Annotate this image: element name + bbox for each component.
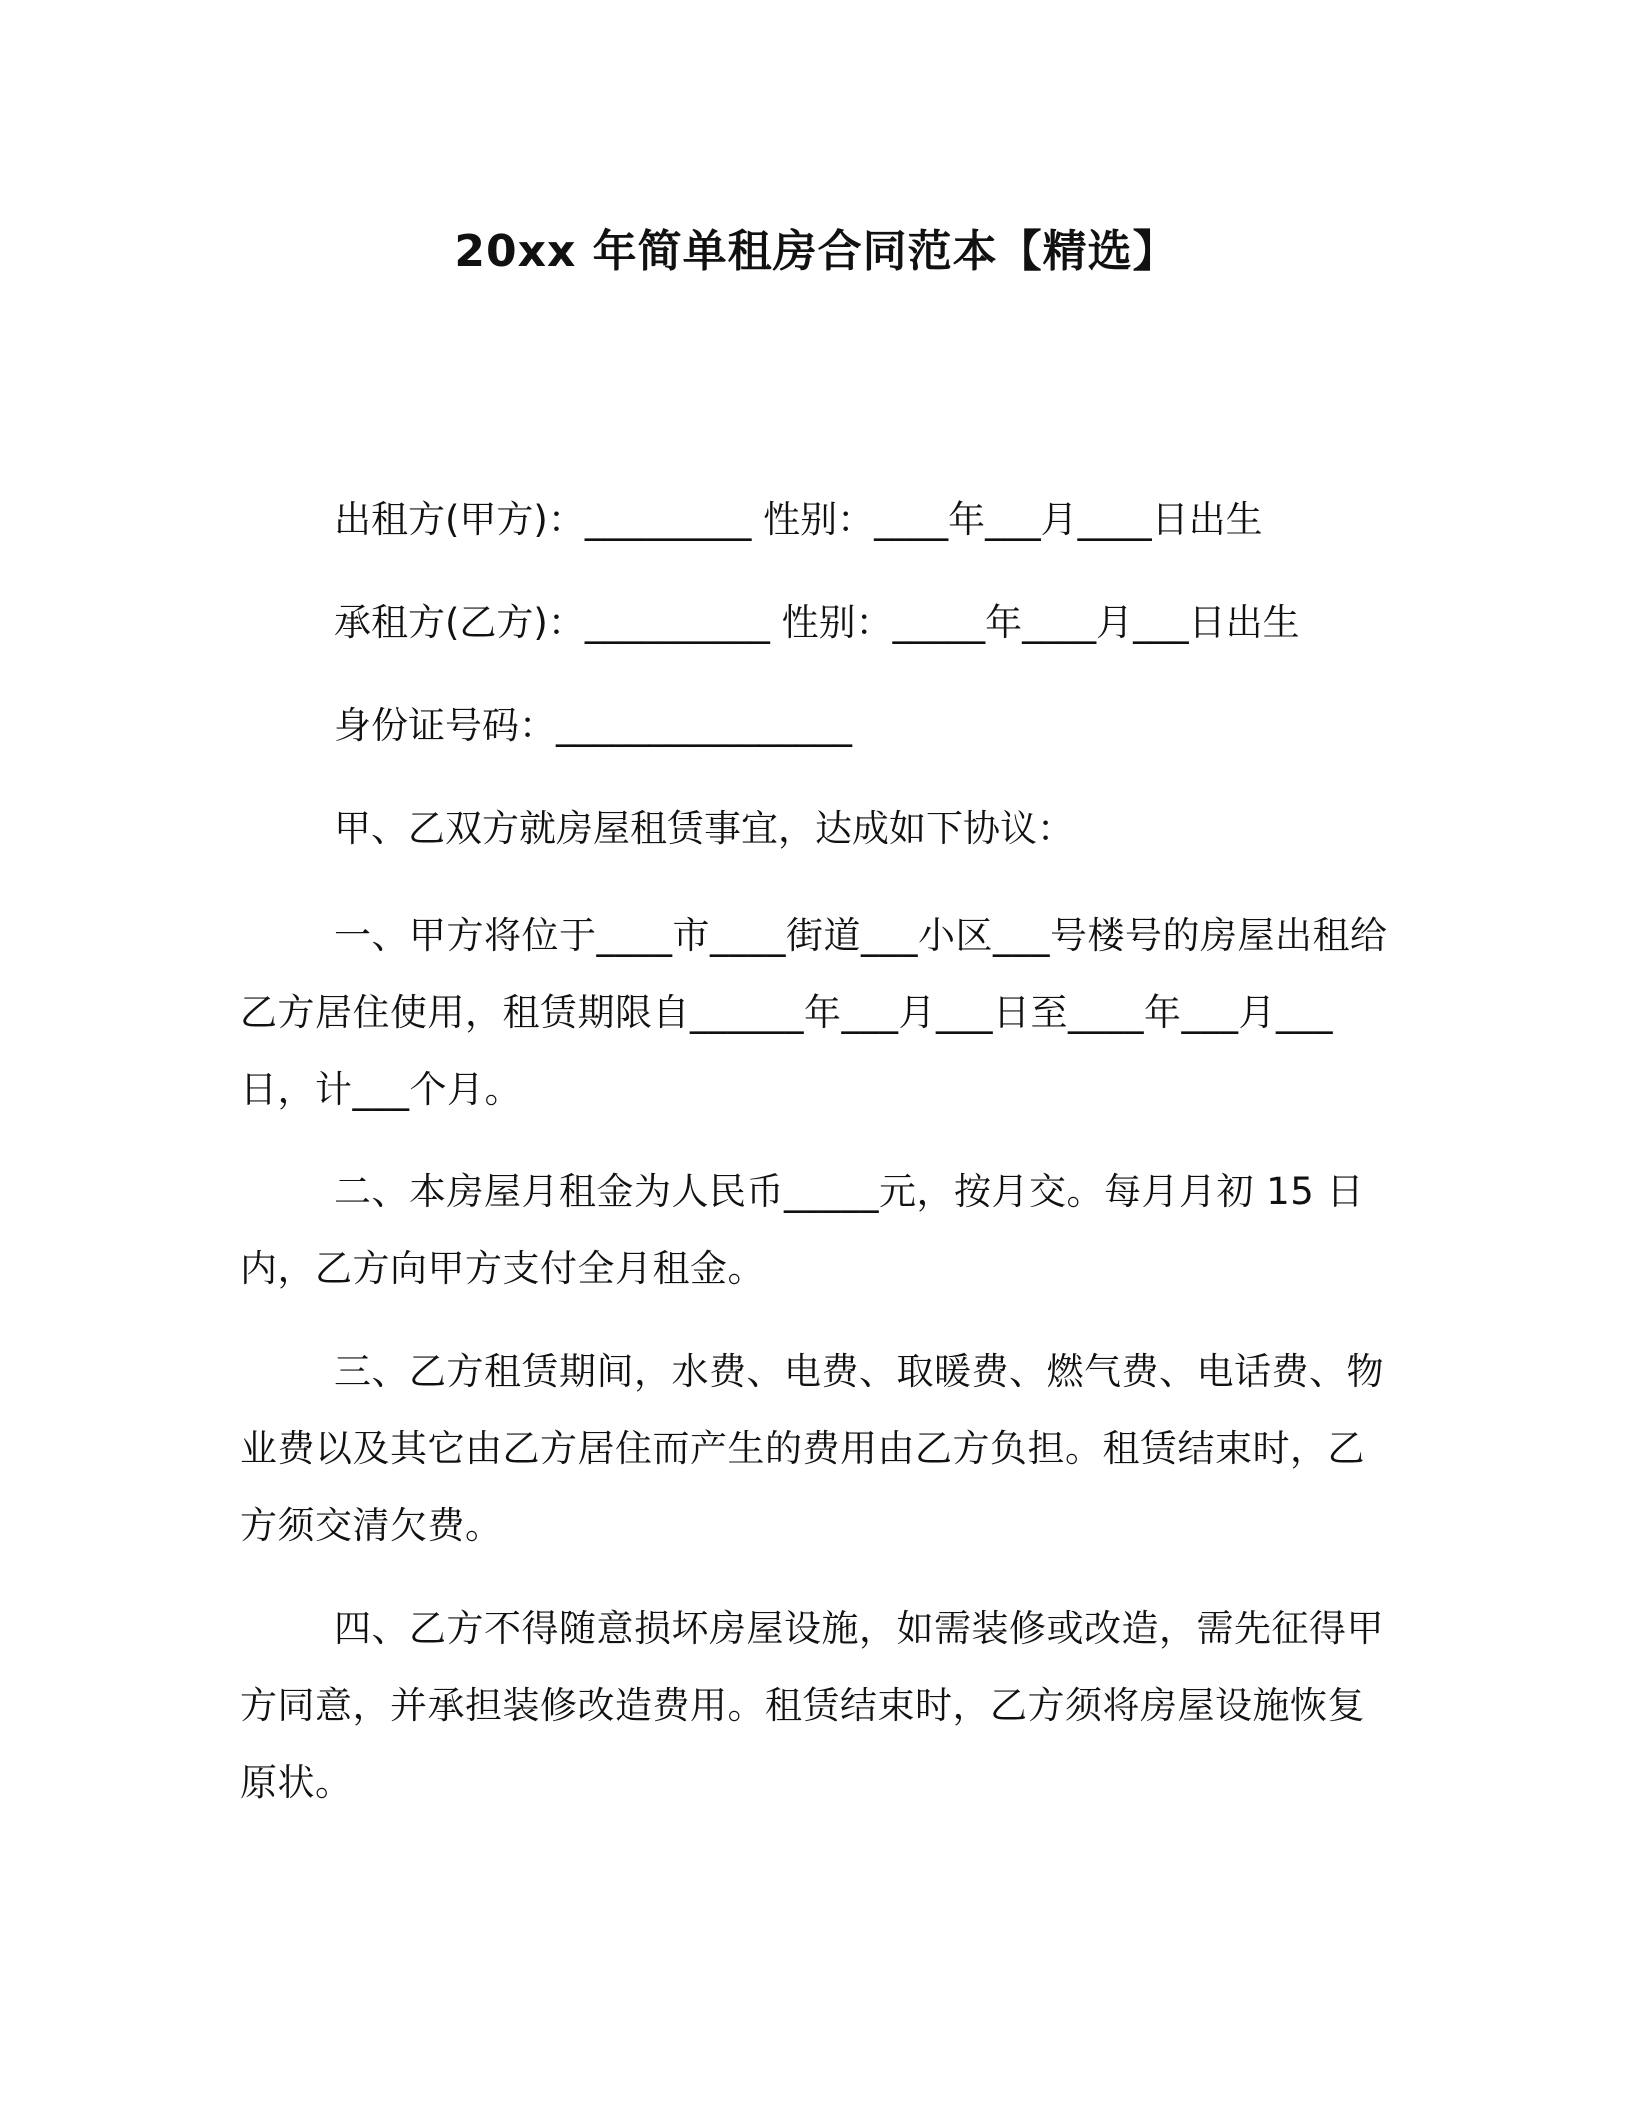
agreement-intro: 甲、乙双方就房屋租赁事宜，达成如下协议：	[334, 807, 1074, 850]
document-title: 20xx 年简单租房合同范本【精选】	[454, 226, 1178, 277]
id-number-field: 身份证号码：________________	[334, 704, 852, 747]
lessor-field: 出租方(甲方)：_________ 性别：____年___月____日出生	[334, 498, 1263, 541]
clause-2: 二、本房屋月租金为人民币_____元，按月交。每月月初 15 日内，乙方向甲方支付全月租金。	[240, 1170, 1365, 1290]
clause-4: 四、乙方不得随意损坏房屋设施，如需装修或改造，需先征得甲方同意，并承担装修改造费用。租赁结束时，乙方须将房屋设施恢复原状。	[240, 1607, 1384, 1804]
clause-1: 一、甲方将位于____市____街道___小区___号楼号的房屋出租给乙方居住使用，租赁期限自______年___月___日至____年___月___日，计___个月。	[240, 914, 1388, 1111]
clause-3: 三、乙方租赁期间，水费、电费、取暖费、燃气费、电话费、物业费以及其它由乙方居住而产生的费用由乙方负担。租赁结束时，乙方须交清欠费。	[240, 1350, 1384, 1547]
lessee-field: 承租方(乙方)：__________ 性别：_____年____月___日出生	[334, 601, 1300, 644]
